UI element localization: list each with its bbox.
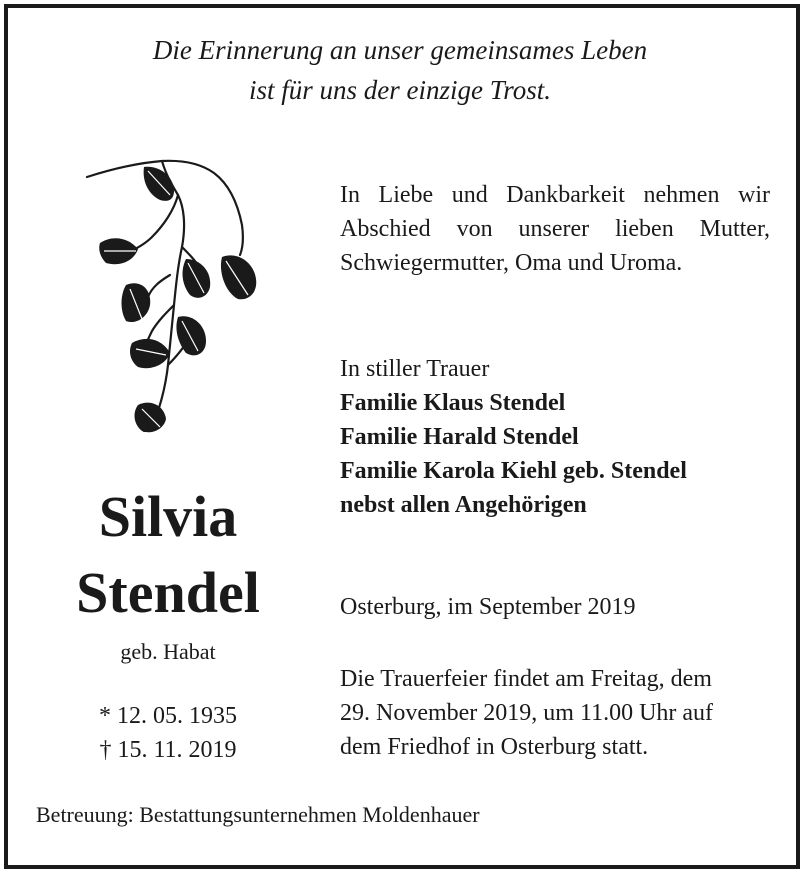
- intro-line: Abschied von unserer lieben Mutter,: [340, 216, 770, 242]
- place-date-text: Osterburg, im September 2019: [340, 594, 636, 620]
- death-date: † 15. 11. 2019: [99, 737, 237, 763]
- intro-line: In Liebe und Dankbarkeit nehmen wir: [340, 182, 770, 208]
- funeral-notice: [340, 662, 770, 764]
- mourner-name: Familie Karola Kiehl geb. Stendel: [340, 458, 687, 484]
- place-date: [340, 590, 770, 624]
- funeral-home-credit: Betreuung: Bestattungsunternehmen Moldenhauer: [36, 802, 480, 827]
- intro-line: Schwiegermutter, Oma und Uroma.: [340, 250, 683, 276]
- funeral-line: 29. November 2019, um 11.00 Uhr auf: [340, 700, 714, 726]
- maiden-name: geb. Habat: [120, 639, 216, 664]
- funeral-line: Die Trauerfeier findet am Freitag, dem: [340, 666, 712, 692]
- mourners-block: [340, 352, 770, 522]
- mourners-heading: In stiller Trauer: [340, 356, 490, 382]
- deceased-first-name: Silvia: [98, 484, 238, 549]
- mourner-name: Familie Klaus Stendel: [340, 390, 566, 416]
- mourner-name: Familie Harald Stendel: [340, 424, 579, 450]
- intro-paragraph: [340, 178, 770, 280]
- motto-line-1: Die Erinnerung an unser gemeinsames Leben: [152, 35, 648, 65]
- mourner-name: nebst allen Angehörigen: [340, 492, 587, 518]
- funeral-line: dem Friedhof in Osterburg statt.: [340, 734, 649, 760]
- motto-line-2: ist für uns der einzige Trost.: [248, 75, 552, 105]
- deceased-last-name: Stendel: [76, 560, 260, 625]
- birth-date: * 12. 05. 1935: [99, 703, 237, 729]
- birch-branch-icon: [82, 155, 272, 445]
